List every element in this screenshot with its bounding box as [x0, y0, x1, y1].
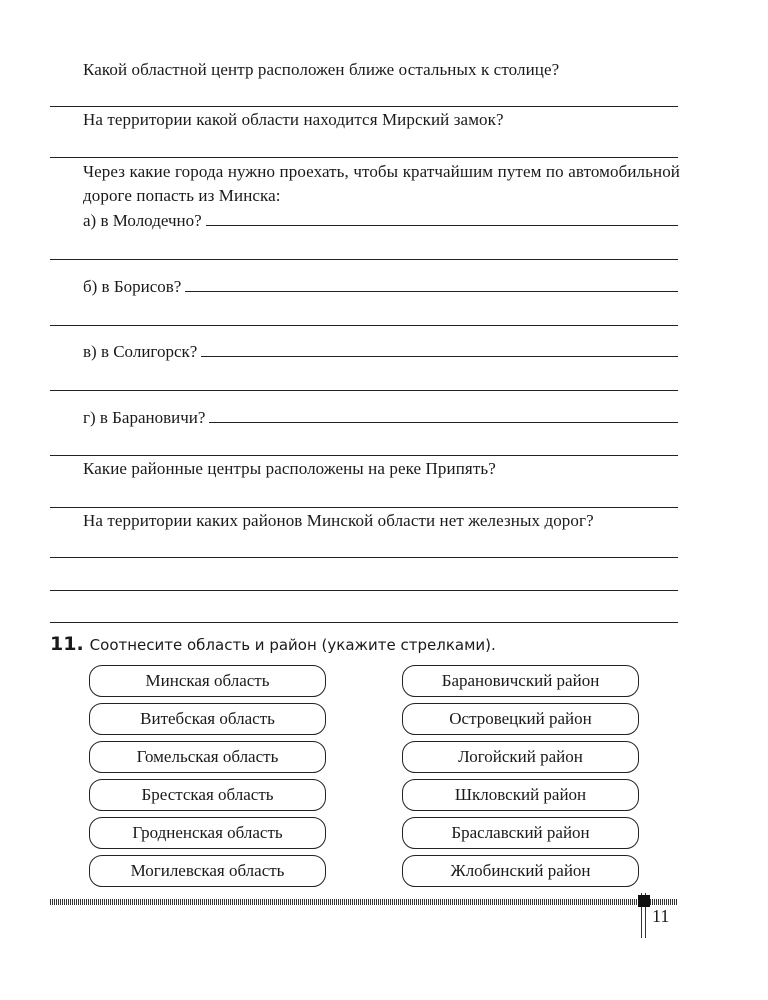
- answer-line[interactable]: [50, 106, 678, 107]
- sub-question-c: [83, 338, 678, 362]
- sub-question-label: г) в Барановичи?: [83, 408, 206, 427]
- answer-line[interactable]: [50, 157, 678, 158]
- answer-line[interactable]: [50, 390, 678, 391]
- answer-line[interactable]: [50, 455, 678, 456]
- region-box[interactable]: Витебская область: [89, 703, 326, 735]
- sub-question-label: в) в Солигорск?: [83, 342, 198, 361]
- region-box[interactable]: Минская область: [89, 665, 326, 697]
- district-box[interactable]: Логойский район: [402, 741, 639, 773]
- question-3: Через какие города нужно проехать, чтобы кратчайшим путем по автомобильной дороге попасть из Минска:: [83, 162, 680, 205]
- answer-line[interactable]: [50, 590, 678, 591]
- answer-line[interactable]: [201, 356, 678, 357]
- task-instruction: Соотнесите область и район (укажите стрелками).: [89, 636, 496, 654]
- region-box[interactable]: Гродненская область: [89, 817, 326, 849]
- answer-line[interactable]: [50, 557, 678, 558]
- district-box[interactable]: Шкловский район: [402, 779, 639, 811]
- footer-square-icon: [638, 895, 650, 907]
- answer-line[interactable]: [50, 507, 678, 508]
- district-box[interactable]: Барановичский район: [402, 665, 639, 697]
- footer-dotted-rule: [50, 899, 678, 905]
- region-box[interactable]: Гомельская область: [89, 741, 326, 773]
- task-11-title: [50, 633, 496, 655]
- sub-question-label: а) в Молодечно?: [83, 211, 202, 230]
- question-4: Какие районные центры расположены на реке Припять?: [83, 459, 496, 478]
- question-5: На территории каких районов Минской области нет железных дорог?: [83, 511, 594, 530]
- sub-question-b: [83, 273, 678, 297]
- page-number: 11: [652, 906, 670, 926]
- answer-line[interactable]: [209, 422, 678, 423]
- district-box[interactable]: Браславский район: [402, 817, 639, 849]
- task-number: 11.: [50, 633, 84, 655]
- question-2: На территории какой области находится Мирский замок?: [83, 110, 504, 129]
- district-box[interactable]: Островецкий район: [402, 703, 639, 735]
- region-box[interactable]: Брестская область: [89, 779, 326, 811]
- question-1: Какой областной центр расположен ближе остальных к столице?: [83, 60, 560, 79]
- district-box[interactable]: Жлобинский район: [402, 855, 639, 887]
- region-box[interactable]: Могилевская область: [89, 855, 326, 887]
- sub-question-a: [83, 207, 678, 231]
- answer-line[interactable]: [50, 259, 678, 260]
- answer-line[interactable]: [185, 291, 678, 292]
- sub-question-label: б) в Борисов?: [83, 277, 182, 296]
- sub-question-d: [83, 404, 678, 428]
- answer-line[interactable]: [50, 622, 678, 623]
- answer-line[interactable]: [206, 225, 678, 226]
- answer-line[interactable]: [50, 325, 678, 326]
